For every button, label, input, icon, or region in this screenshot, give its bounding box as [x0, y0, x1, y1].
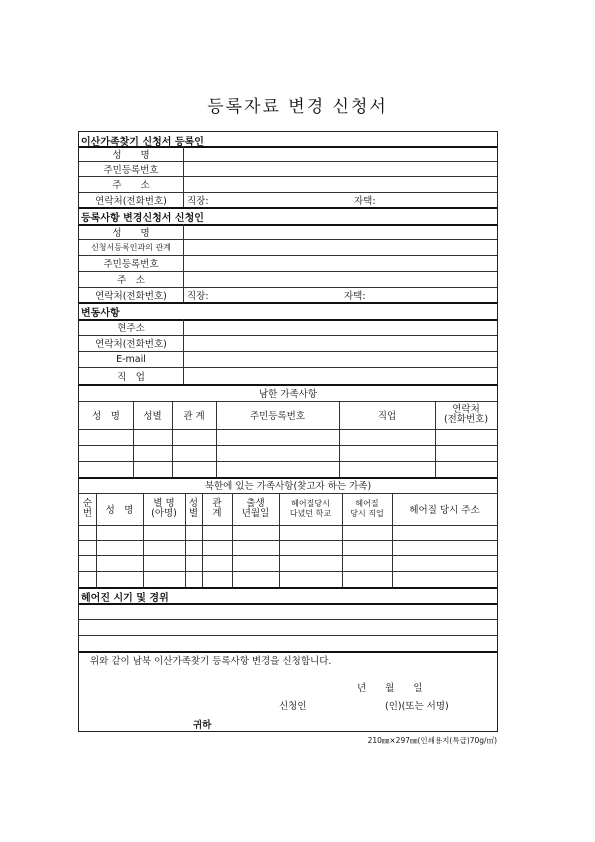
applicant-label: 신청인: [279, 701, 307, 712]
north-col-job: 헤어질 당시 직업: [350, 499, 384, 518]
north-col-birth: 출생 년월일: [241, 498, 270, 519]
section3-header: 변동사항: [81, 308, 120, 319]
s1-name-label: 성 명: [112, 149, 150, 161]
paper-spec-footnote: 210㎜×297㎜(인쇄용지(특급)70g/㎡): [367, 736, 497, 745]
s2-name-field[interactable]: [184, 224, 498, 239]
north-row-3[interactable]: [79, 555, 497, 571]
s3-contact-label: 연락처(전화번호): [95, 339, 167, 350]
s2-address-field[interactable]: [184, 271, 498, 287]
s1-rrn-field[interactable]: [184, 161, 498, 176]
application-form: [78, 131, 498, 732]
section2-header: 등록사항 변경신청서 신청인: [81, 213, 204, 224]
north-row-1[interactable]: [79, 525, 497, 540]
south-row-1[interactable]: [79, 429, 497, 445]
north-family-header: 북한에 있는 가족사항(찾고자 하는 가족): [204, 481, 372, 492]
s2-relation-field[interactable]: [184, 239, 498, 255]
south-col-relation: 관 계: [183, 411, 205, 422]
declaration-text: 위와 같이 남북 이산가족찾기 등록사항 변경을 신청합니다.: [90, 656, 332, 667]
separation-line-2[interactable]: [79, 619, 497, 635]
north-col-name: 성 명: [105, 505, 134, 516]
s3-job-label: 직 업: [117, 371, 145, 383]
s3-address-field[interactable]: [184, 319, 498, 335]
separation-line-1[interactable]: [79, 603, 497, 619]
north-col-nickname: 별 명 (아명): [151, 498, 177, 519]
s3-email-label: E-mail: [116, 353, 146, 365]
s2-relation-label: 신청서등록인과의 관계: [91, 242, 171, 252]
recipient-label: 귀하: [193, 720, 212, 731]
declaration-date: 년 월 일: [357, 683, 423, 694]
s3-address-label: 현주소: [117, 323, 145, 334]
s2-name-label: 성 명: [112, 227, 150, 239]
north-col-school: 헤어질당시 다녔던 학교: [289, 499, 332, 518]
s1-address-label: 주 소: [112, 180, 150, 191]
north-row-2[interactable]: [79, 540, 497, 555]
page-title: 등록자료 변경 신청서: [207, 97, 388, 117]
s3-contact-field[interactable]: [184, 335, 498, 351]
s2-rrn-field[interactable]: [184, 255, 498, 271]
s2-contact-label: 연락처(전화번호): [95, 290, 167, 302]
north-col-address: 헤어질 당시 주소: [409, 505, 480, 516]
north-row-4[interactable]: [79, 571, 497, 587]
seal-label: (인)(또는 서명): [385, 701, 449, 712]
s1-work-label: 직장:: [187, 195, 209, 207]
s2-address-label: 주 소: [117, 275, 145, 286]
s2-work-label: 직장:: [187, 290, 209, 302]
s1-rrn-label: 주민등록번호: [103, 164, 159, 176]
south-col-contact: 연락처 (전화번호): [443, 404, 489, 425]
south-col-sex: 성별: [143, 411, 162, 422]
s3-email-field[interactable]: [184, 351, 498, 367]
s3-job-field[interactable]: [184, 367, 498, 384]
south-col-rrn: 주민등록번호: [249, 411, 306, 422]
section1-header: 이산가족찾기 신청서 등록인: [81, 137, 204, 148]
north-col-sex: 성 별: [188, 498, 199, 519]
north-col-relation: 관 계: [212, 498, 222, 519]
s2-home-label: 자택:: [344, 290, 366, 302]
s1-contact-label: 연락처(전화번호): [95, 195, 167, 207]
separation-header: 헤어진 시기 및 경위: [81, 593, 169, 604]
south-row-2[interactable]: [79, 445, 497, 461]
north-col-no: 순 번: [82, 498, 93, 519]
s2-rrn-label: 주민등록번호: [103, 259, 159, 270]
s1-name-field[interactable]: [184, 146, 498, 161]
south-family-header: 남한 가족사항: [258, 388, 318, 400]
south-col-job: 직업: [377, 411, 397, 422]
south-col-name: 성 명: [92, 411, 120, 422]
separation-line-3[interactable]: [79, 635, 497, 651]
south-row-3[interactable]: [79, 461, 497, 477]
s1-home-label: 자택:: [354, 195, 376, 207]
s1-address-field[interactable]: [184, 176, 498, 192]
